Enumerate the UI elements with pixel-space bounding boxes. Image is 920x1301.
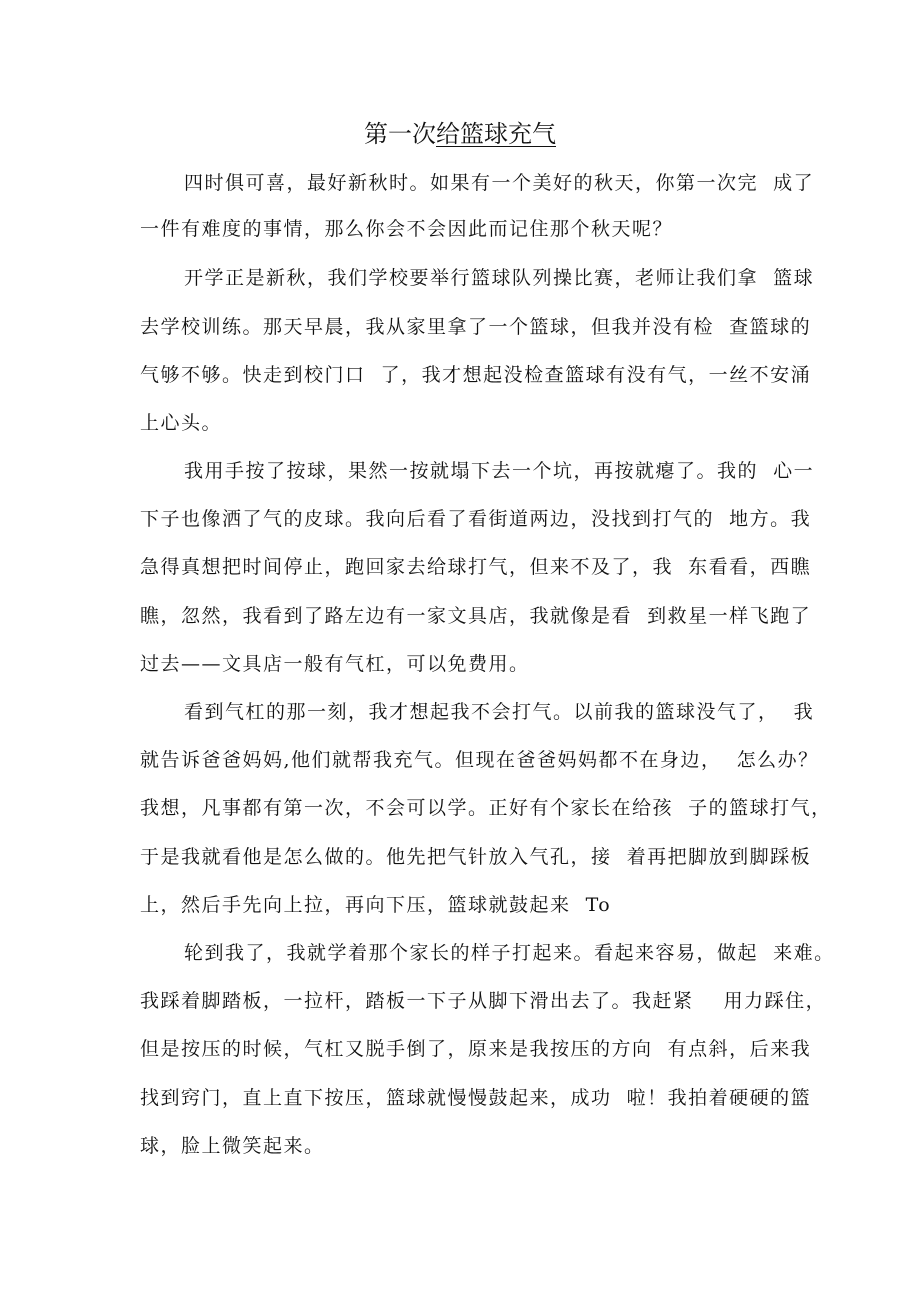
paragraph-line: 气够不够。快走到校门口 了，我才想起没检查篮球有没有气，一丝不安涌 xyxy=(140,364,812,386)
paragraph-line: 四时俱可喜，最好新秋时。如果有一个美好的秋天，你第一次完 成了 xyxy=(184,172,815,194)
paragraph-line: 下子也像洒了气的皮球。我向后看了看街道两边，没找到打气的 地方。我 xyxy=(140,508,812,530)
paragraph-line: 我踩着脚踏板，一拉杆，踏板一下子从脚下滑出去了。我赶紧 用力踩住， xyxy=(140,990,827,1012)
title-underlined: 给篮球充气 xyxy=(436,120,556,148)
paragraph-line: 去学校训练。那天早晨，我从家里拿了一个篮球，但我并没有检 查篮球的 xyxy=(140,316,812,338)
paragraph-line: 上，然后手先向上拉，再向下压，篮球就鼓起来 To xyxy=(140,894,612,916)
paragraph-line: 一件有难度的事情，那么你会不会因此而记住那个秋天呢？ xyxy=(140,218,674,240)
paragraph-line: 我想，凡事都有第一次，不会可以学。正好有个家长在给孩 子的篮球打气， xyxy=(140,797,832,819)
paragraph-line: 上心头。 xyxy=(140,412,223,434)
paragraph-line: 我用手按了按球，果然一按就塌下去一个坑，再按就瘪了。我的 心一 xyxy=(184,460,815,482)
paragraph-line: 急得真想把时间停止，跑回家去给球打气，但来不及了，我 东看看，西瞧 xyxy=(140,556,812,578)
paragraph-line: 瞧，忽然，我看到了路左边有一家文具店，我就像是看 到救星一样飞跑了 xyxy=(140,605,812,627)
paragraph-line: 但是按压的时候，气杠又脱手倒了，原来是我按压的方向 有点斜，后来我 xyxy=(140,1038,812,1060)
paragraph-line: 就告诉爸爸妈妈,他们就帮我充气。但现在爸爸妈妈都不在身边， 怎么办？ xyxy=(140,749,819,771)
paragraph-line: 轮到我了，我就学着那个家长的样子打起来。看起来容易，做起 来难。 xyxy=(184,942,835,964)
paragraph-line: 过去——文具店一般有气杠，可以免费用。 xyxy=(140,653,530,675)
paragraph-line: 开学正是新秋，我们学校要举行篮球队列操比赛，老师让我们拿 篮球 xyxy=(184,267,815,289)
document-title xyxy=(0,116,920,152)
title-prefix: 第一次 xyxy=(364,120,436,148)
paragraph-line: 找到窍门，直上直下按压，篮球就慢慢鼓起来，成功 啦！我拍着硬硬的篮 xyxy=(140,1087,812,1109)
paragraph-line: 于是我就看他是怎么做的。他先把气针放入气孔，接 着再把脚放到脚踩板 xyxy=(140,846,812,868)
paragraph-line: 球，脸上微笑起来。 xyxy=(140,1135,325,1157)
paragraph-line: 看到气杠的那一刻，我才想起我不会打气。以前我的篮球没气了， 我 xyxy=(184,701,815,723)
